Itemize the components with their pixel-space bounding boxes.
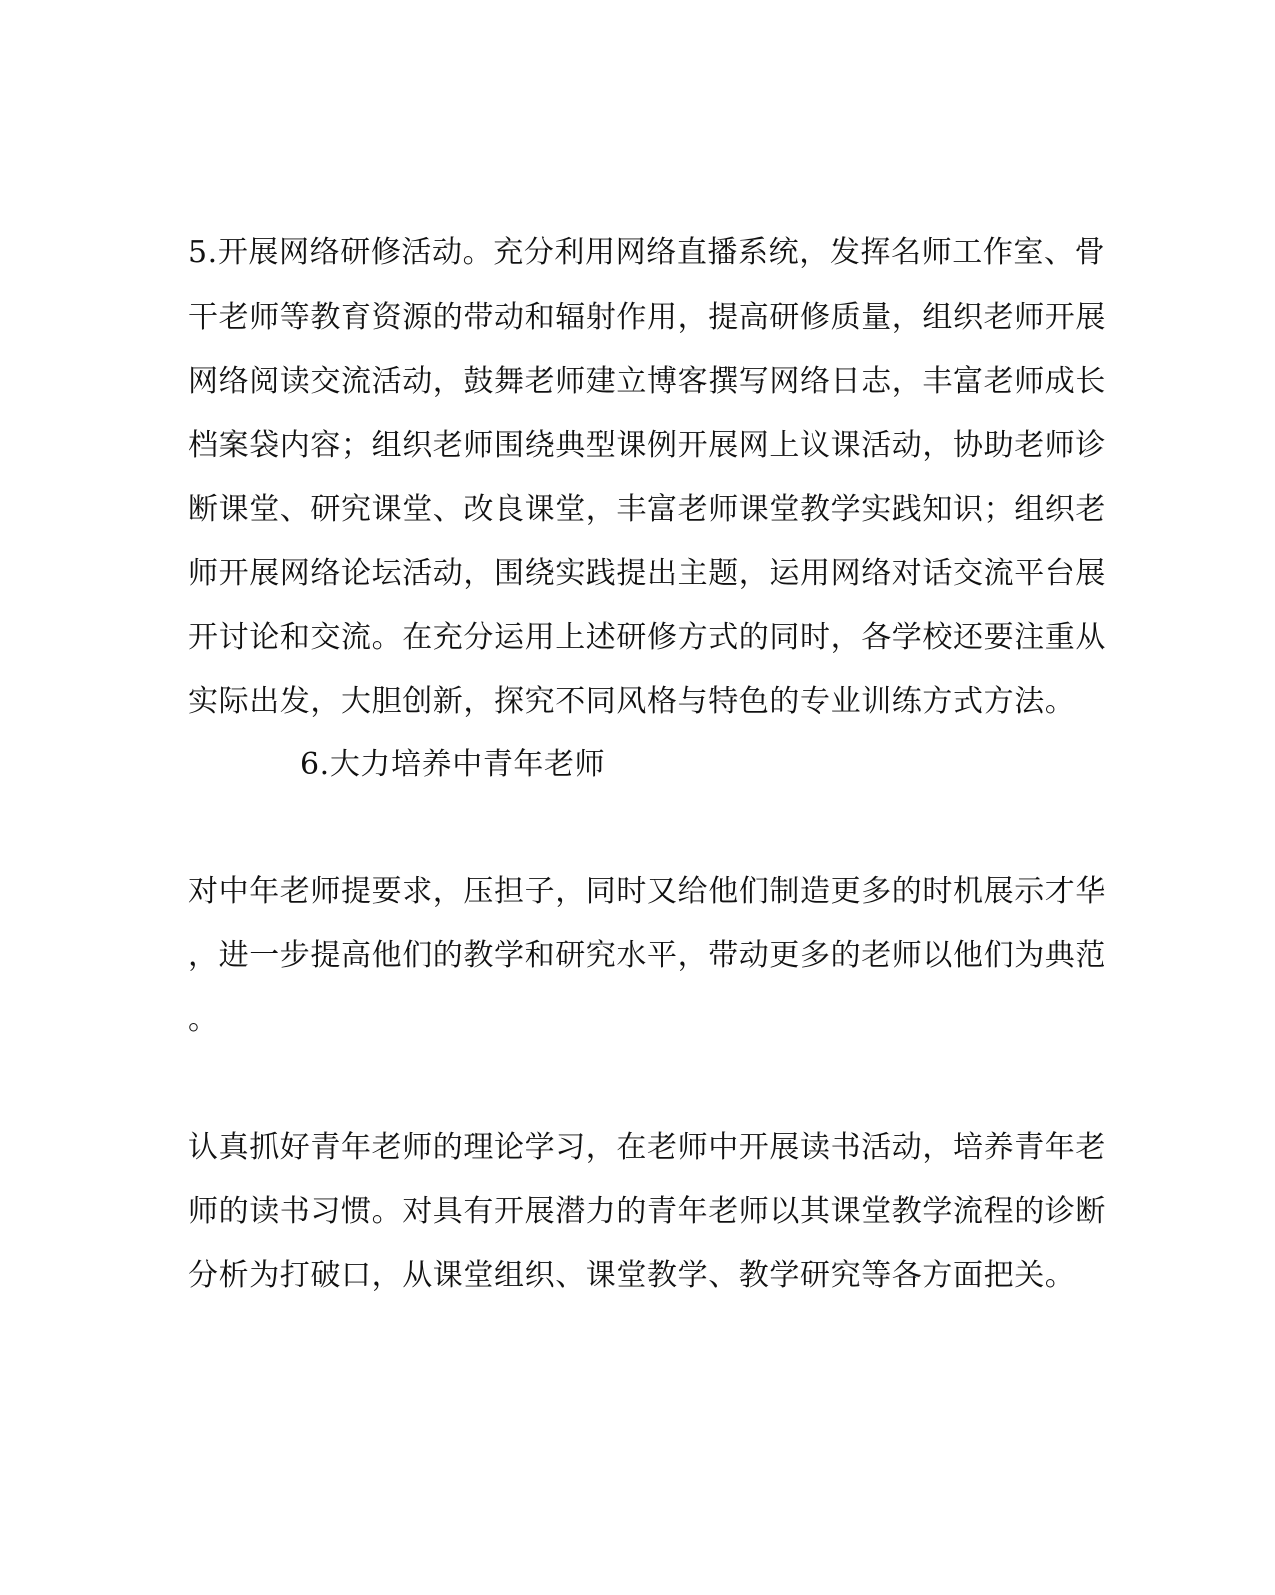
para1-line-8: 实际出发，大胆创新，探究不同风格与特色的专业训练方式方法。: [188, 684, 1076, 719]
para1-line-5: 断课堂、研究课堂、改良课堂，丰富老师课堂教学实践知识；组织老: [188, 492, 1106, 527]
para2-line-2: ，进一步提高他们的教学和研究水平，带动更多的老师以他们为典范: [188, 938, 1106, 973]
section-heading: 6.大力培养中青年老师: [300, 747, 606, 782]
para1-line-2: 干老师等教育资源的带动和辐射作用，提高研修质量，组织老师开展: [188, 300, 1106, 335]
para3-line-2: 师的读书习惯。对具有开展潜力的青年老师以其课堂教学流程的诊断: [188, 1194, 1106, 1229]
para1-line-7: 开讨论和交流。在充分运用上述研修方式的同时，各学校还要注重从: [188, 620, 1106, 655]
para3-line-3: 分析为打破口，从课堂组织、课堂教学、教学研究等各方面把关。: [188, 1258, 1076, 1293]
para2-line-3: 。: [188, 1002, 219, 1037]
para3-line-1: 认真抓好青年老师的理论学习，在老师中开展读书活动，培养青年老: [188, 1130, 1106, 1165]
para1-line-4: 档案袋内容；组织老师围绕典型课例开展网上议课活动，协助老师诊: [188, 428, 1106, 463]
para1-line-6: 师开展网络论坛活动，围绕实践提出主题，运用网络对话交流平台展: [188, 556, 1106, 591]
para2-line-1: 对中年老师提要求，压担子，同时又给他们制造更多的时机展示才华: [188, 874, 1106, 909]
para1-line-1: 5.开展网络研修活动。充分利用网络直播系统，发挥名师工作室、骨: [188, 235, 1106, 270]
para1-line-3: 网络阅读交流活动，鼓舞老师建立博客撰写网络日志，丰富老师成长: [188, 364, 1106, 399]
